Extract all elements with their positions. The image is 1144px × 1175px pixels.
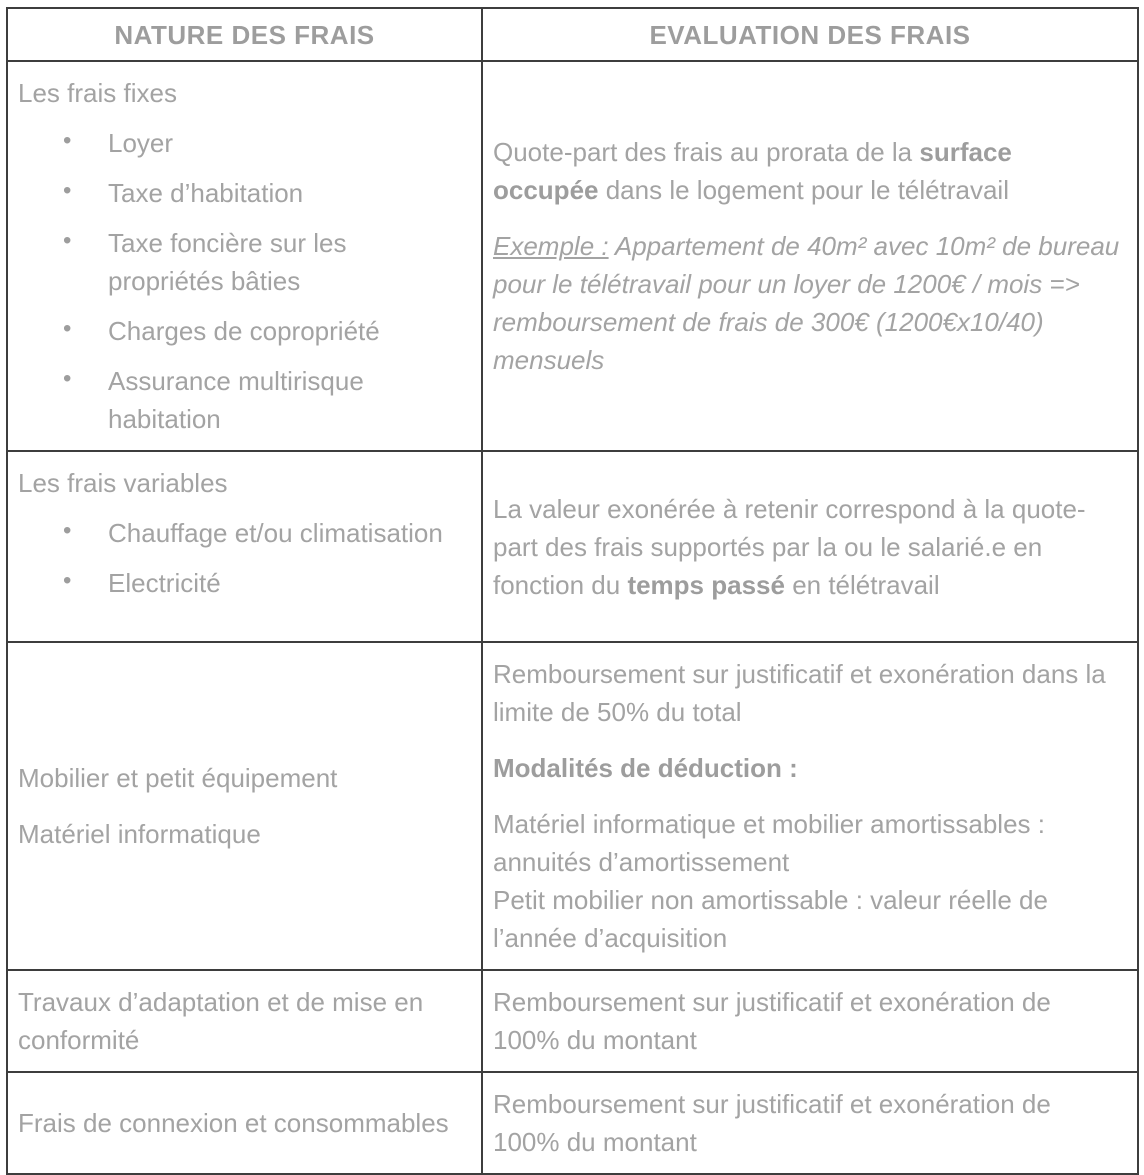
- table-row-travaux: [7, 970, 1138, 1072]
- example-label: Exemple :: [493, 231, 609, 261]
- eval-paragraph: Remboursement sur justificatif et exonération dans la limite de 50% du total: [493, 659, 1106, 727]
- evaluation-cell: [482, 970, 1138, 1072]
- nature-cell: [7, 451, 482, 642]
- surface-occupee-bold: surface occupée: [493, 137, 1012, 205]
- eval-intro-paragraph: [493, 133, 1123, 209]
- deduction-details: [493, 805, 1123, 957]
- eval-text: Remboursement sur justificatif et exonération de 100% du montant: [493, 1089, 1051, 1157]
- evaluation-cell: [482, 61, 1138, 451]
- nature-text: Frais de connexion et consommables: [18, 1108, 449, 1138]
- temps-passe-bold: temps passé: [627, 569, 785, 600]
- frais-table: [6, 7, 1139, 1175]
- bullet-item: • Taxe foncière sur les propriétés bâties: [63, 224, 469, 300]
- header-evaluation-des-frais: EVALUATION DES FRAIS: [482, 8, 1138, 61]
- bullet-item: • Chauffage et/ou climatisation: [63, 514, 469, 552]
- detail-line: Matériel informatique et mobilier amortissables : annuités d’amortissement: [493, 809, 1045, 877]
- evaluation-cell: [482, 1072, 1138, 1174]
- eval-text: La valeur exonérée à retenir correspond à la quote-part des frais supportés par la ou le salarié.e en fonction du: [493, 493, 1086, 600]
- nature-line: Matériel informatique: [18, 819, 261, 849]
- frais-variables-list: [18, 514, 469, 602]
- frais-fixes-title: Les frais fixes: [18, 78, 177, 108]
- nature-text: Travaux d’adaptation et de mise en conformité: [18, 987, 424, 1055]
- bullet-item: • Electricité: [63, 564, 469, 602]
- example-paragraph: [493, 227, 1123, 379]
- eval-text: Remboursement sur justificatif et exonération de 100% du montant: [493, 987, 1051, 1055]
- table-row-mobilier-materiel: [7, 642, 1138, 970]
- evaluation-cell: [482, 642, 1138, 970]
- detail-line: Petit mobilier non amortissable : valeur réelle de l’année d’acquisition: [493, 885, 1048, 953]
- table-row-frais-fixes: [7, 61, 1138, 451]
- intro-text: dans le logement pour le télétravail: [598, 175, 1009, 205]
- header-row: [7, 8, 1138, 61]
- nature-cell: [7, 61, 482, 451]
- evaluation-cell: [482, 451, 1138, 642]
- nature-line: Mobilier et petit équipement: [18, 763, 338, 793]
- header-nature-des-frais: NATURE DES FRAIS: [7, 8, 482, 61]
- table-row-frais-variables: [7, 451, 1138, 642]
- frais-variables-title: Les frais variables: [18, 468, 228, 498]
- nature-cell: [7, 1072, 482, 1174]
- table-row-connexion: [7, 1072, 1138, 1174]
- bullet-item: • Assurance multirisque habitation: [63, 362, 469, 438]
- bullet-item: • Taxe d’habitation: [63, 174, 469, 212]
- nature-cell: [7, 642, 482, 970]
- modalites-heading: Modalités de déduction :: [493, 753, 798, 783]
- bullet-item: • Loyer: [63, 124, 469, 162]
- frais-fixes-list: [18, 124, 469, 438]
- bullet-item: • Charges de copropriété: [63, 312, 469, 350]
- intro-text: Quote-part des frais au prorata de la: [493, 137, 920, 167]
- nature-cell: [7, 970, 482, 1072]
- eval-paragraph: [493, 490, 1123, 604]
- eval-text: en télétravail: [784, 569, 940, 600]
- example-text: Appartement de 40m² avec 10m² de bureau pour le télétravail pour un loyer de 1200€ / mois => remboursement de frais de 300€ (1200€x10/40) mensuels: [493, 231, 1120, 375]
